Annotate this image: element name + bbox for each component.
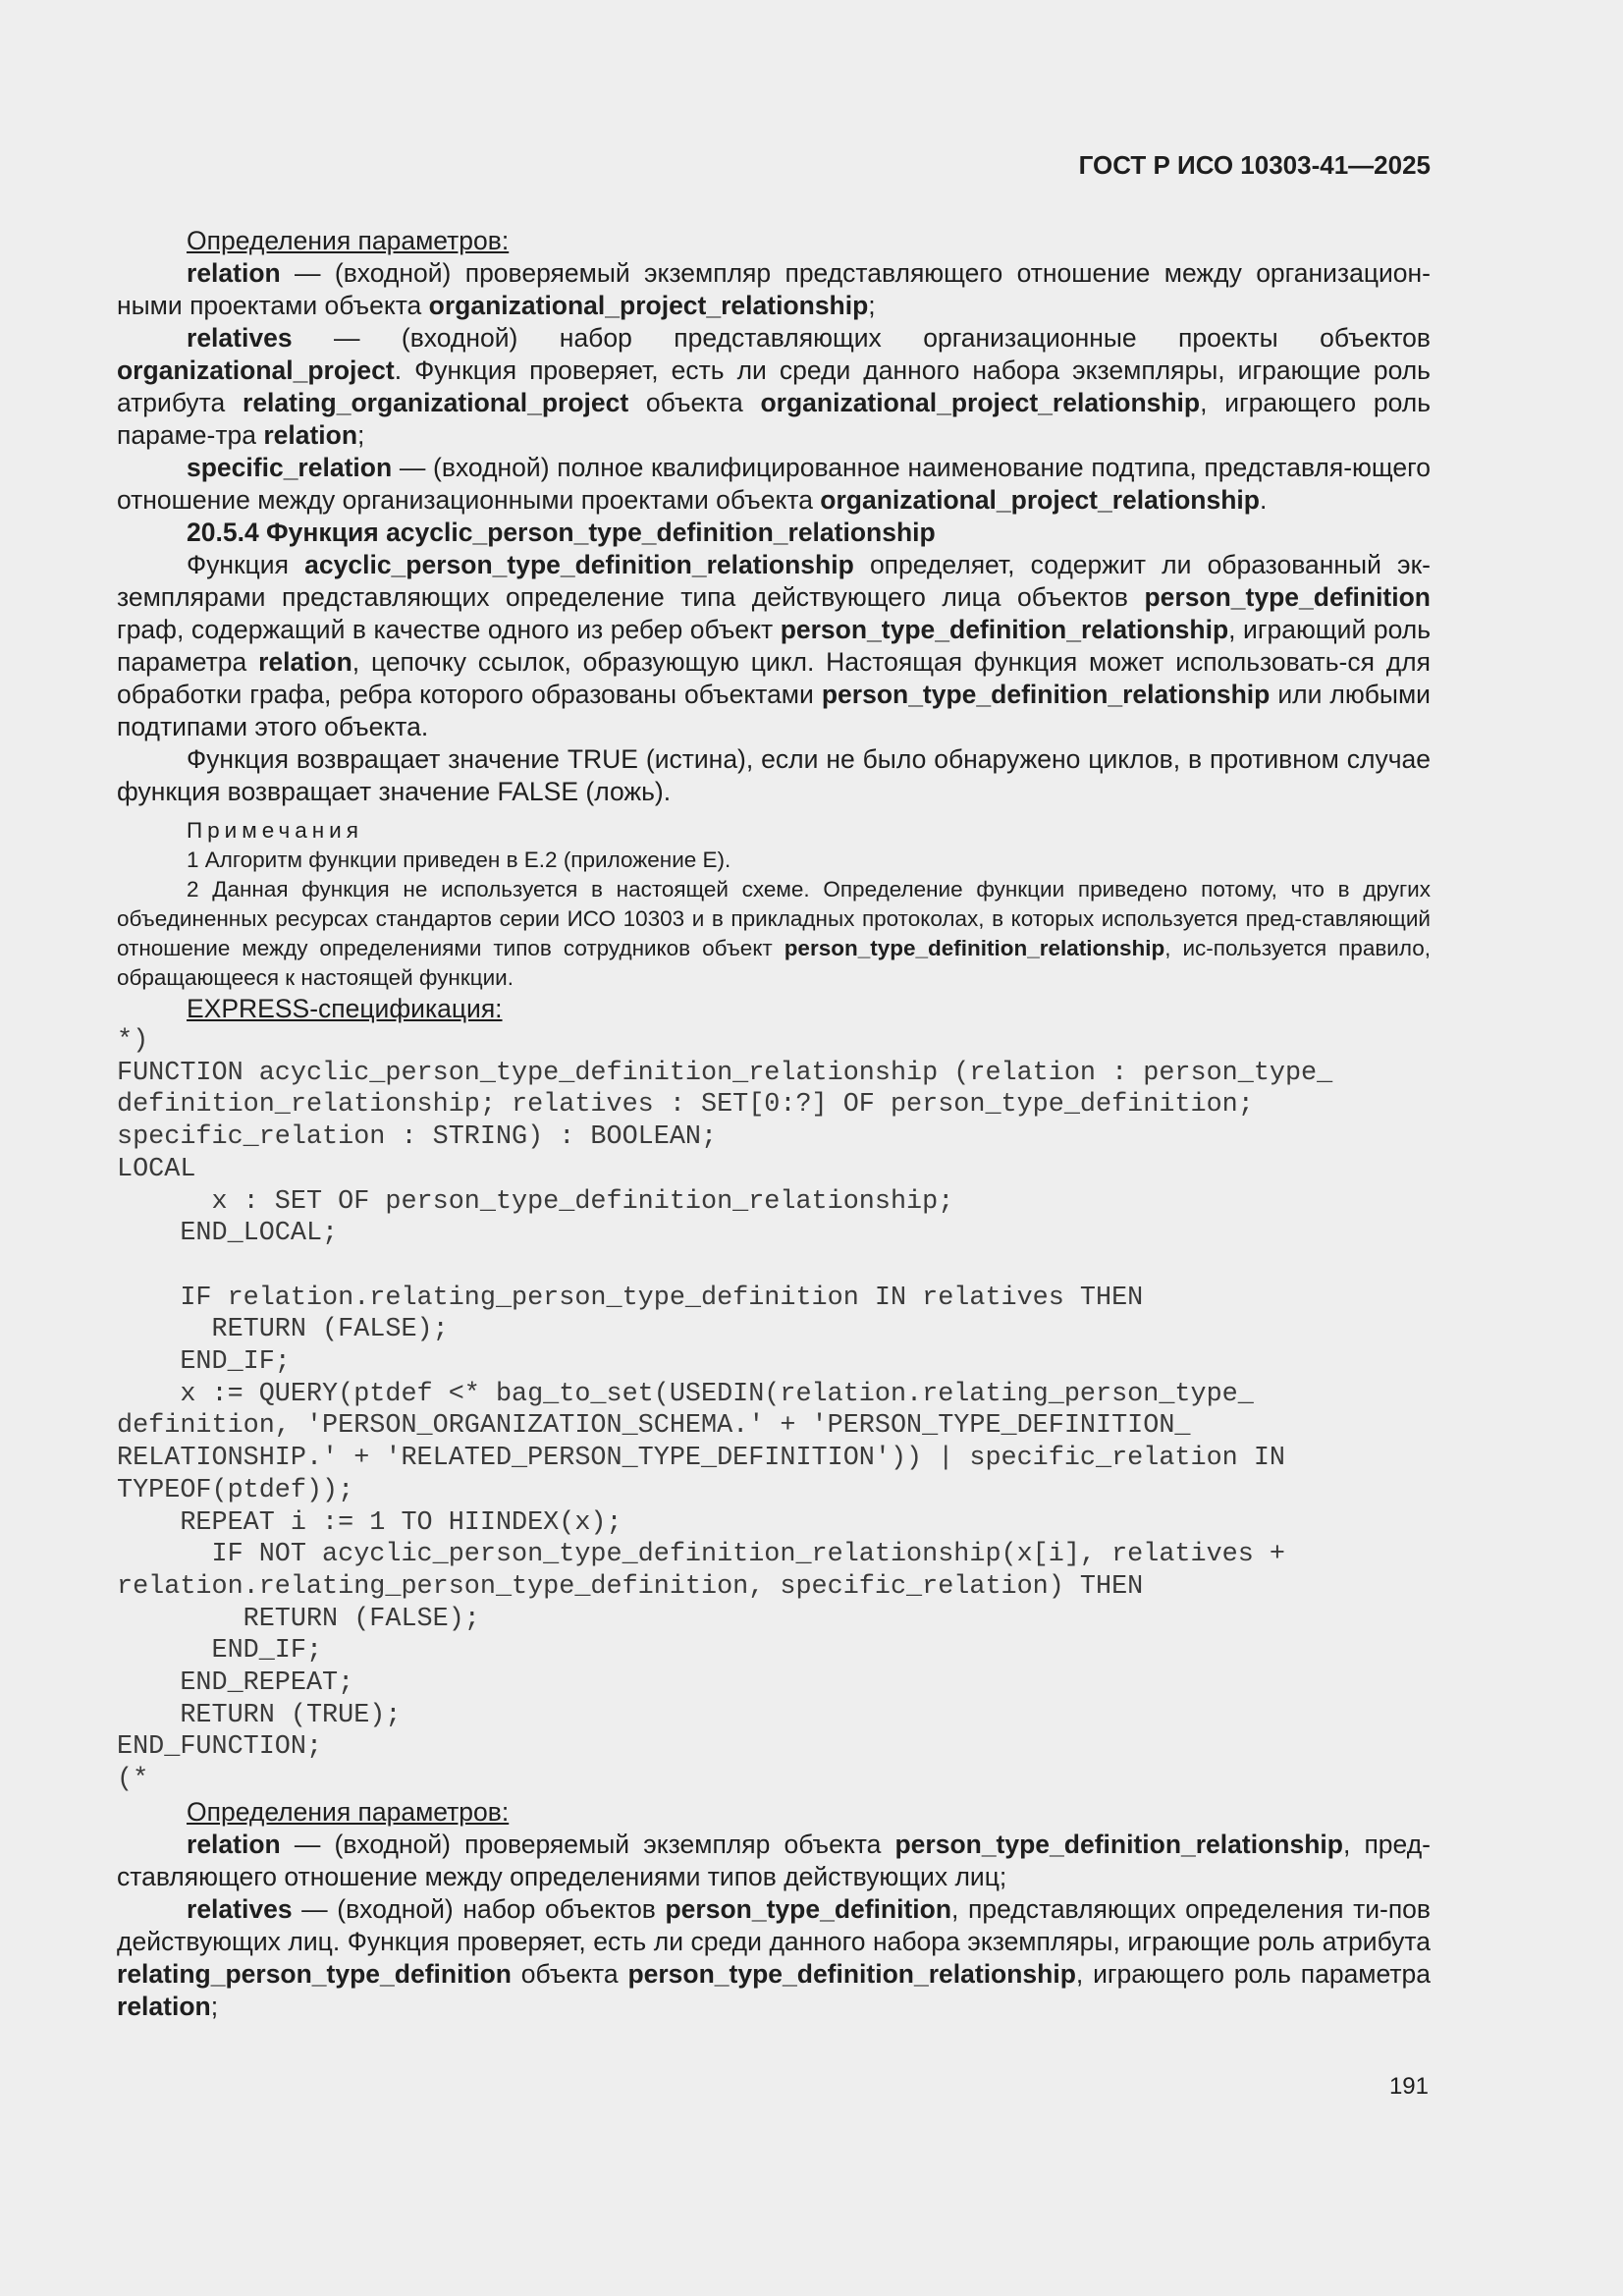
params-title-2: Определения параметров: [187,1796,510,1827]
page-content [117,225,1431,2023]
param-relatives: relatives — (входной) набор представляющих организационные проекты объектов organizational_project. Функция проверяет, есть ли среди данного набора экземпляры, играющие роль атрибута relating_organizational_project объекта organizational_project_relationship, играющего роль параме-тра relation; [117,323,1432,450]
function-description: Функция acyclic_person_type_definition_relationship определяет, содержит ли образованный эк-земплярами представляющих определение типа действующего лица объектов person_type_definition граф, содержащий в качестве одного из ребер объект person_type_definition_relationship, играющий роль параметра relation, цепочку ссылок, образующую цикл. Настоящая функция может использовать-ся для обработки графа, ребра которого образованы объектами person_type_definition_relationship или любыми подтипами этого объекта. [117,550,1432,741]
notes-title: Примечания [187,818,363,843]
params-title: Определения параметров: [187,226,510,255]
page-number: 191 [1388,2073,1429,2100]
notes-block [117,816,1431,993]
param-specific-relation: specific_relation — (входной) полное квалифицированное наименование подтипа, представля-ющего отношение между организационными проектами объекта organizational_project_relationship. [117,453,1431,515]
express-spec-title: EXPRESS-спецификация: [187,994,503,1023]
param-relation: relation — (входной) проверяемый экземпляр представляющего отношение между организацион-ными проектами объекта organizational_project_relationship; [117,258,1431,320]
section-heading: 20.5.4 Функция acyclic_person_type_definition_relationship [187,518,936,547]
note-1: 1 Алгоритм функции приведен в Е.2 (приложение Е). [187,847,731,872]
standard-header: ГОСТ Р ИСО 10303-41—2025 [1078,150,1431,180]
param-relatives-2: relatives — (входной) набор объектов person_type_definition, представляющих определения ти-пов действующих лиц. Функция проверяет, есть ли среди данного набора экземпляры, играющие роль атрибута relating_person_type_definition объекта person_type_definition_relationship, играющего роль параметра relation; [117,1893,1432,2021]
express-code-block: *) FUNCTION acyclic_person_type_definition_relationship (relation : person_type_ definition_relationship; relatives : SET[0:?] OF person_type_definition; specific_relation : STRING) : BOOLEAN; LOCAL x : SET OF person_type_definition_relationship; END_LOCAL; IF relation.relating_person_type_definition IN relatives THEN RETURN (FALSE); END_IF; x := QUERY(ptdef <* bag_to_set(USEDIN(relation.relating_person_type_ definition, 'PERSON_ORGANIZATION_SCHEMA.' + 'PERSON_TYPE_DEFINITION_ RELATIONSHIP.' + 'RELATED_PERSON_TYPE_DEFINITION')) | specific_relation IN TYPEOF(ptdef)); REPEAT i := 1 TO HIINDEX(x); IF NOT acyclic_person_type_definition_relationship(x[i], relatives + relation.relating_person_type_definition, specific_relation) THEN RETURN (FALSE); END_IF; END_REPEAT; RETURN (TRUE); END_FUNCTION; (* [117,1026,1333,1795]
note-2: 2 Данная функция не используется в настоящей схеме. Определение функции приведено потому, что в других объединенных ресурсах стандартов серии ИСО 10303 и в прикладных протоколах, в которых используется пред-ставляющий отношение между определениями типов сотрудников объект person_type_definition_relationship, ис-пользуется правило, обращающееся к настоящей функции. [117,877,1431,990]
param-relation-2: relation — (входной) проверяемый экземпляр объекта person_type_definition_relationship, пред-ставляющего отношение между определениями типов действующих лиц; [117,1829,1431,1891]
function-return-description: Функция возвращает значение TRUE (истина), если не было обнаружено циклов, в противном случае функция возвращает значение FALSE (ложь). [117,744,1431,806]
